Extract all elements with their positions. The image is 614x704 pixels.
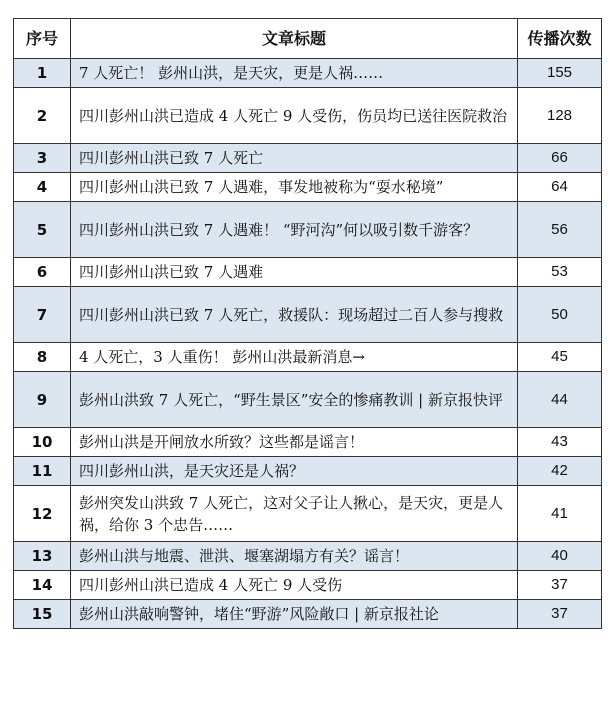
row-index: 2 — [14, 88, 71, 144]
row-count: 37 — [518, 600, 602, 629]
row-count: 42 — [518, 457, 602, 486]
row-index: 4 — [14, 173, 71, 202]
row-count: 43 — [518, 428, 602, 457]
row-count: 44 — [518, 372, 602, 428]
row-count: 64 — [518, 173, 602, 202]
row-index: 14 — [14, 571, 71, 600]
row-index: 7 — [14, 287, 71, 343]
table-row — [14, 343, 602, 372]
row-title: 四川彭州山洪已致 7 人遇难，事发地被称为“耍水秘境” — [71, 173, 518, 202]
header-count: 传播次数 — [518, 19, 602, 59]
row-title: 彭州突发山洪致 7 人死亡，这对父子让人揪心，是天灾，更是人祸，给你 3 个忠告…… — [71, 486, 518, 542]
row-title: 四川彭州山洪，是天灾还是人祸？ — [71, 457, 518, 486]
header-row — [14, 19, 602, 59]
row-title: 彭州山洪敲响警钟，堵住“野游”风险敞口 | 新京报社论 — [71, 600, 518, 629]
row-title: 彭州山洪是开闸放水所致？这些都是谣言！ — [71, 428, 518, 457]
row-count: 155 — [518, 59, 602, 88]
row-count: 56 — [518, 202, 602, 258]
ranking-table — [13, 18, 602, 629]
table-row — [14, 571, 602, 600]
row-title: 四川彭州山洪已致 7 人死亡，救援队：现场超过二百人参与搜救 — [71, 287, 518, 343]
row-title: 4 人死亡，3 人重伤！ 彭州山洪最新消息→ — [71, 343, 518, 372]
row-title: 四川彭州山洪已造成 4 人死亡 9 人受伤 — [71, 571, 518, 600]
row-count: 50 — [518, 287, 602, 343]
row-title: 彭州山洪致 7 人死亡，“野生景区”安全的惨痛教训 | 新京报快评 — [71, 372, 518, 428]
table-row — [14, 600, 602, 629]
row-title: 彭州山洪与地震、泄洪、堰塞湖塌方有关？谣言！ — [71, 542, 518, 571]
header-index: 序号 — [14, 19, 71, 59]
row-index: 8 — [14, 343, 71, 372]
row-title: 四川彭州山洪已致 7 人死亡 — [71, 144, 518, 173]
row-index: 13 — [14, 542, 71, 571]
row-title: 四川彭州山洪已致 7 人遇难！ “野河沟”何以吸引数千游客？ — [71, 202, 518, 258]
row-title: 四川彭州山洪已致 7 人遇难 — [71, 258, 518, 287]
table-row — [14, 287, 602, 343]
table-row — [14, 258, 602, 287]
row-count: 66 — [518, 144, 602, 173]
row-index: 12 — [14, 486, 71, 542]
row-index: 1 — [14, 59, 71, 88]
row-count: 53 — [518, 258, 602, 287]
table-row — [14, 542, 602, 571]
row-index: 6 — [14, 258, 71, 287]
row-index: 5 — [14, 202, 71, 258]
header-title: 文章标题 — [71, 19, 518, 59]
table-row — [14, 88, 602, 144]
table-row — [14, 59, 602, 88]
row-index: 10 — [14, 428, 71, 457]
table-row — [14, 372, 602, 428]
row-index: 3 — [14, 144, 71, 173]
row-count: 40 — [518, 542, 602, 571]
row-count: 41 — [518, 486, 602, 542]
row-count: 45 — [518, 343, 602, 372]
row-index: 11 — [14, 457, 71, 486]
row-count: 128 — [518, 88, 602, 144]
row-count: 37 — [518, 571, 602, 600]
row-index: 15 — [14, 600, 71, 629]
table-row — [14, 486, 602, 542]
table-row — [14, 202, 602, 258]
row-title: 四川彭州山洪已造成 4 人死亡 9 人受伤，伤员均已送往医院救治 — [71, 88, 518, 144]
row-index: 9 — [14, 372, 71, 428]
table-row — [14, 173, 602, 202]
table-row — [14, 457, 602, 486]
table-row — [14, 144, 602, 173]
table-row — [14, 428, 602, 457]
row-title: 7 人死亡！ 彭州山洪，是天灾，更是人祸…… — [71, 59, 518, 88]
